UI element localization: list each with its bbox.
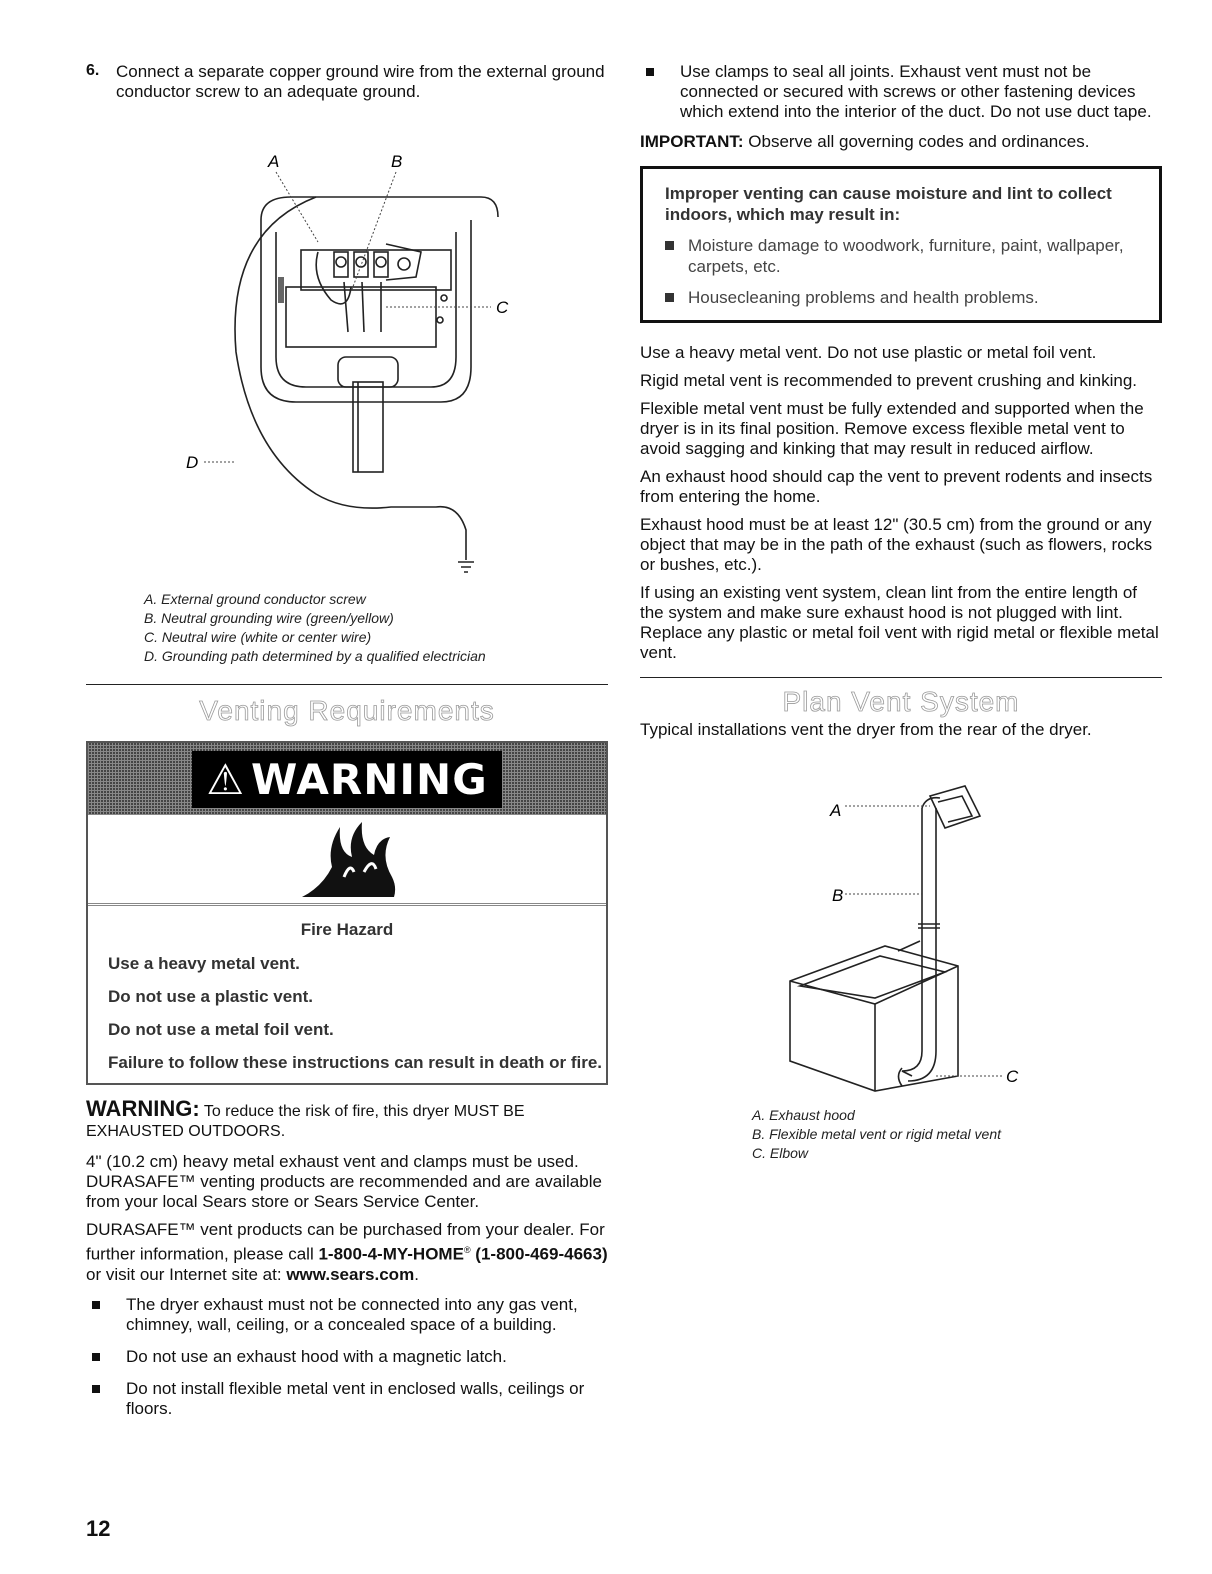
list-item [86,1295,608,1335]
fig1-label-a: A [268,152,280,171]
durasafe-text: DURASAFE™ vent products can be purchased from your dealer. For further information, please call [86,1220,605,1264]
fig1-caption: B. Neutral grounding wire (green/yellow) [144,610,394,626]
list-item [86,1379,608,1419]
paragraph: Flexible metal vent must be fully extended and supported when the dryer is in its final position. Remove excess flexible metal vent to avoid sagging and kinking that may result in reduced airflow. [640,399,1144,458]
bullet-text: Moisture damage to woodwork, furniture, paint, wallpaper, carpets, etc. [688,236,1124,276]
paragraph: If using an existing vent system, clean lint from the entire length of the system and make sure exhaust hood is not plugged with lint. Replace any plastic or metal foil vent with rigid metal or flexible metal vent. [640,583,1159,662]
list-item [665,235,1139,277]
section-divider [640,677,1162,678]
warning-statement-label: WARNING: [86,1096,200,1121]
para-durasafe [86,1220,608,1285]
fire-icon-area [88,815,606,903]
paragraph: Rigid metal vent is recommended to prevent crushing and kinking. [640,371,1138,390]
warning-title: WARNING [250,754,488,804]
fig2-label-a: A [830,801,842,820]
warning-line: Use a heavy metal vent. [108,954,300,973]
vent-system-diagram [640,746,1162,1116]
fig2-captions [752,1106,1162,1163]
warning-statement-text: To reduce the risk of fire, this dryer MUST BE EXHAUSTED OUTDOORS. [86,1103,525,1140]
bullet-text: Do not install flexible metal vent in enclosed walls, ceilings or floors. [126,1378,585,1418]
warning-body [88,903,606,1073]
warning-lines [88,954,606,1073]
paragraph: An exhaust hood should cap the vent to prevent rodents and insects from entering the home. [640,467,1153,506]
bullet-text: Housecleaning problems and health problems. [688,288,1039,307]
bullet-text: The dryer exhaust must not be connected into any gas vent, chimney, wall, ceiling, or a concealed space of a building. [126,1294,578,1334]
paragraph: Use a heavy metal vent. Do not use plastic or metal foil vent. [640,343,1097,362]
fig1-label-d: D [186,453,199,472]
hazard-title: Fire Hazard [300,920,394,939]
ground-wire-diagram [86,102,608,592]
warning-label [192,751,501,808]
fig1-label-c: C [496,298,509,317]
fire-icon [292,817,402,901]
bullet-text: Use clamps to seal all joints. Exhaust vent must not be connected or secured with screws or other fastening devices which extend into the interior of the duct. Do not use duct tape. [680,62,1152,121]
fig2-label-b: B [832,886,844,905]
warning-box [86,741,608,1085]
fig1-captions [144,590,608,666]
page-number: 12 [86,1516,111,1541]
fig1-caption: C. Neutral wire (white or center wire) [144,629,372,645]
step-text: Connect a separate copper ground wire from the external ground conductor screw to an adequate ground. [116,62,605,101]
right-column [640,62,1162,1163]
phone-number-numeric: (1-800-469-4663) [470,1244,608,1264]
durasafe-text-end: . [414,1264,419,1284]
fig2-caption: A. Exhaust hood [752,1107,855,1123]
warning-line: Do not use a plastic vent. [108,987,313,1006]
fig2-caption: B. Flexible metal vent or rigid metal vent [752,1126,1001,1142]
plan-vent-heading: Plan Vent System [782,686,1020,717]
left-column [86,62,608,1431]
warning-line: Failure to follow these instructions can result in death or fire. [108,1053,603,1072]
list-item [665,287,1139,308]
bullet-text: Do not use an exhaust hood with a magnetic latch. [126,1346,507,1366]
plan-intro: Typical installations vent the dryer from the rear of the dryer. [640,720,1092,739]
section-divider [86,684,608,685]
bullet-icon [92,1301,100,1309]
step-number: 6. [86,62,100,79]
bullet-icon [646,68,654,76]
fig1-caption: A. External ground conductor screw [144,591,366,607]
bullet-icon [92,1385,100,1393]
important-note [640,132,1162,152]
phone-number: 1-800-4-MY-HOME [318,1244,464,1264]
warning-banner [88,743,606,815]
fig2-caption: C. Elbow [752,1145,809,1161]
improper-heading: Improper venting can cause moisture and lint to collect indoors, which may result in: [665,184,1112,224]
bullet-icon [665,293,674,302]
list-item [640,62,1162,122]
improper-venting-box [640,166,1162,323]
paragraph: Exhaust hood must be at least 12" (30.5 cm) from the ground or any object that may be in the path of the exhaust (such as flowers, rocks or bushes, etc.). [640,515,1153,574]
warning-line: Do not use a metal foil vent. [108,1020,334,1039]
durasafe-text-mid: or visit our Internet site at: [86,1264,287,1284]
warning-triangle-icon: ⚠ [206,754,245,804]
vent-paragraphs [640,343,1162,663]
fig1-caption: D. Grounding path determined by a qualified electrician [144,648,486,664]
venting-heading: Venting Requirements [199,695,495,726]
registered-mark: ® [463,1245,471,1255]
important-text: Observe all governing codes and ordinances. [743,132,1090,151]
step-6 [86,62,608,102]
list-item [86,1347,608,1367]
left-bullets [86,1295,608,1419]
important-label: IMPORTANT: [640,132,744,151]
bullet-icon [92,1353,100,1361]
bullet-icon [665,241,674,250]
warning-statement [86,1096,608,1142]
fig1-label-b: B [391,152,403,171]
website-link[interactable]: www.sears.com [286,1264,415,1284]
para-4in-vent: 4" (10.2 cm) heavy metal exhaust vent and clamps must be used. DURASAFE™ venting products are recommended and are available from your local Sears store or Sears Service Center. [86,1152,602,1211]
fig2-label-c: C [1006,1067,1019,1086]
